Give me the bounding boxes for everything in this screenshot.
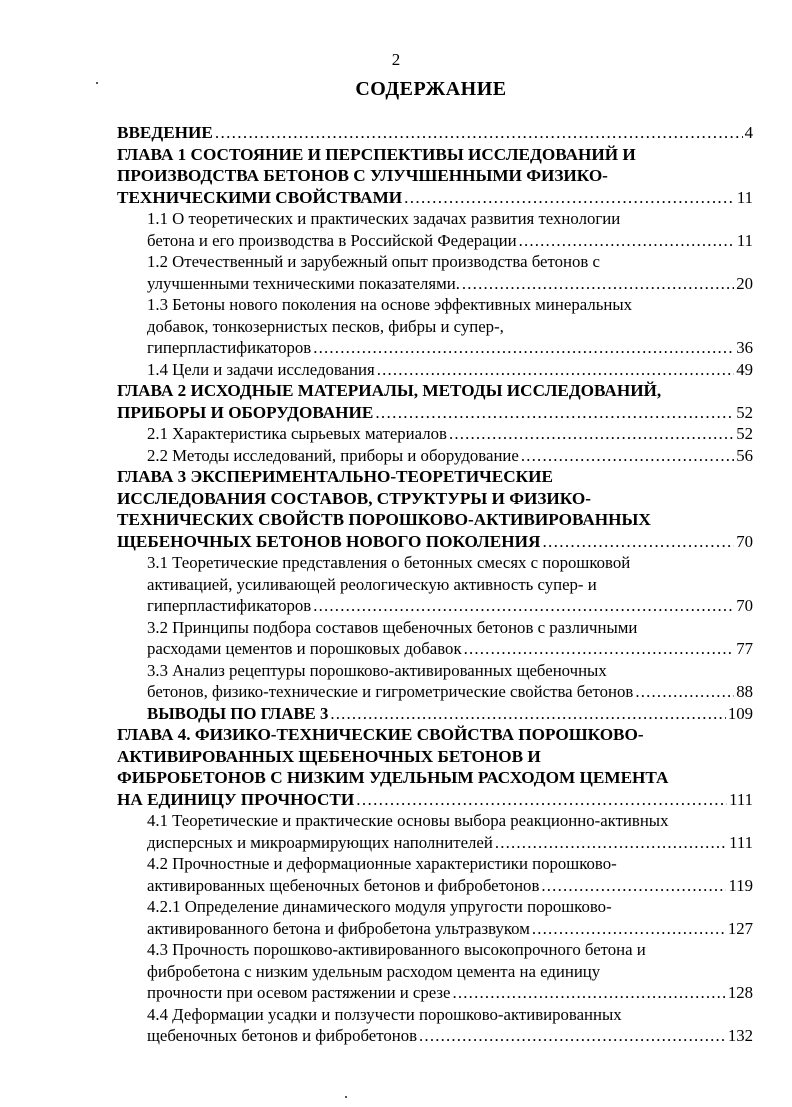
toc-entry-text: прочности при осевом растяжении и срезе <box>147 983 451 1002</box>
toc-entry-last-line <box>147 982 753 1004</box>
dot-leader <box>519 230 735 252</box>
toc-entry-text: фибробетона с низким удельным расходом цемента на единицу <box>147 961 601 981</box>
toc-page-number: 111 <box>729 832 753 852</box>
toc-entry <box>117 724 753 810</box>
toc-entry-last-line <box>147 445 753 467</box>
table-of-contents <box>117 122 753 1047</box>
toc-entry-text: ВЫВОДЫ ПО ГЛАВЕ 3 <box>147 703 329 723</box>
toc-entry-text: активированных щебеночных бетонов и фибробетонов <box>147 875 540 895</box>
dot-leader <box>453 982 726 1004</box>
toc-entry-last-line <box>117 122 753 144</box>
toc-entry-text: активацией, усиливающей реологическую активность супер- и <box>147 574 597 594</box>
dot-leader <box>532 918 726 940</box>
toc-page-number: 70 <box>736 531 753 551</box>
toc-entry <box>117 660 753 703</box>
toc-page-number: 11 <box>736 187 753 207</box>
toc-entry-text: улучшенными техническими показателями. <box>147 273 460 293</box>
toc-page-number: 127 <box>727 918 753 938</box>
toc-entry <box>117 445 753 467</box>
dot-leader <box>330 703 725 725</box>
toc-entry <box>117 1004 753 1047</box>
dot-leader <box>449 423 734 445</box>
toc-entry-text: ИССЛЕДОВАНИЯ СОСТАВОВ, СТРУКТУРЫ И ФИЗИКО- <box>117 488 591 508</box>
toc-page-number: 109 <box>727 703 753 723</box>
toc-entry-last-line <box>147 638 753 660</box>
dot-leader <box>313 337 734 359</box>
toc-entry <box>117 853 753 896</box>
dot-leader <box>495 832 727 854</box>
toc-page-number: 70 <box>736 596 753 615</box>
dot-leader <box>541 875 726 897</box>
toc-entry-last-line <box>147 832 753 854</box>
toc-entry-text: активированного бетона и фибробетона ультразвуком <box>147 918 530 938</box>
toc-entry <box>117 466 753 552</box>
toc-page-number: 77 <box>736 639 753 658</box>
dot-leader <box>635 681 734 703</box>
toc-entry-text: гиперпластификаторов <box>147 596 312 615</box>
toc-entry <box>117 617 753 660</box>
toc-entry-text: ТЕХНИЧЕСКИМИ СВОЙСТВАМИ <box>117 187 403 207</box>
toc-entry-text: 4.2.1 Определение динамического модуля упругости порошково- <box>147 897 612 916</box>
toc-entry-text: гиперпластификаторов <box>147 338 312 357</box>
dot-leader <box>215 122 743 144</box>
toc-page-number: 20 <box>736 273 753 293</box>
toc-entry-text: ТЕХНИЧЕСКИХ СВОЙСТВ ПОРОШКОВО-АКТИВИРОВАННЫХ <box>117 510 651 529</box>
toc-entry <box>117 810 753 853</box>
toc-entry-last-line <box>117 187 753 209</box>
toc-entry-last-line <box>147 918 753 940</box>
toc-entry <box>117 122 753 144</box>
toc-page-number: 56 <box>736 445 753 465</box>
toc-entry <box>117 939 753 1004</box>
toc-entry-text: расходами цементов и порошковых добавок <box>147 639 462 658</box>
toc-entry-text: ПРИБОРЫ И ОБОРУДОВАНИЕ <box>117 402 374 422</box>
dot-leader <box>375 402 734 424</box>
dot-leader <box>521 445 734 467</box>
page-number: 2 <box>391 50 401 69</box>
toc-entry-last-line <box>147 423 753 445</box>
toc-entry-text: ПРОИЗВОДСТВА БЕТОНОВ С УЛУЧШЕННЫМИ ФИЗИКО- <box>117 166 608 185</box>
dot-leader <box>356 789 727 811</box>
toc-entry <box>117 294 753 359</box>
toc-entry-text: 2.2 Методы исследований, приборы и оборудование <box>147 445 519 465</box>
toc-entry-last-line <box>147 875 753 897</box>
toc-entry <box>117 359 753 381</box>
toc-page-number: 119 <box>728 875 753 895</box>
toc-entry-text: ГЛАВА 3 ЭКСПЕРИМЕНТАЛЬНО-ТЕОРЕТИЧЕСКИЕ <box>117 467 553 486</box>
dot-leader <box>542 531 734 553</box>
toc-entry-text: 1.3 Бетоны нового поколения на основе эффективных минеральных <box>147 295 632 314</box>
toc-page-number: 4 <box>744 123 753 142</box>
dot-leader <box>377 359 735 381</box>
toc-entry <box>117 423 753 445</box>
toc-page-number: 11 <box>736 230 753 250</box>
toc-entry-text: ВВЕДЕНИЕ <box>117 123 213 142</box>
toc-entry-text: ГЛАВА 2 ИСХОДНЫЕ МАТЕРИАЛЫ, МЕТОДЫ ИССЛЕДОВАНИЙ, <box>117 381 662 400</box>
toc-entry-text: 3.3 Анализ рецептуры порошково-активированных щебеночных <box>147 660 607 680</box>
toc-page-number: 128 <box>727 983 753 1002</box>
toc-entry-last-line <box>117 789 753 811</box>
toc-entry-text: 3.1 Теоретические представления о бетонных смесях с порошковой <box>147 553 631 572</box>
toc-entry-last-line <box>117 531 753 553</box>
toc-entry-text: дисперсных и микроармирующих наполнителей <box>147 832 493 852</box>
toc-page-number: 52 <box>736 402 753 422</box>
toc-entry-last-line <box>147 273 753 295</box>
scan-speck <box>345 1096 347 1098</box>
toc-entry-text: ЩЕБЕНОЧНЫХ БЕТОНОВ НОВОГО ПОКОЛЕНИЯ <box>117 531 541 551</box>
toc-entry <box>117 380 753 423</box>
toc-entry-last-line <box>147 595 753 617</box>
toc-entry <box>117 251 753 294</box>
scan-speck <box>96 82 98 84</box>
toc-entry-last-line <box>147 1025 753 1047</box>
toc-entry-last-line <box>147 703 753 725</box>
toc-entry-last-line <box>147 681 753 703</box>
dot-leader <box>462 273 734 295</box>
toc-entry-text: щебеночных бетонов и фибробетонов <box>147 1026 418 1045</box>
toc-entry <box>117 144 753 209</box>
toc-entry-text: 1.1 О теоретических и практических задачах развития технологии <box>147 209 621 228</box>
toc-entry-last-line <box>147 359 753 381</box>
toc-entry-last-line <box>147 230 753 252</box>
toc-entry-last-line <box>147 337 753 359</box>
toc-entry-text: добавок, тонкозернистых песков, фибры и супер-, <box>147 316 504 336</box>
toc-entry-text: НА ЕДИНИЦУ ПРОЧНОСТИ <box>117 789 355 809</box>
toc-entry-text: 4.1 Теоретические и практические основы выбора реакционно-активных <box>147 811 669 830</box>
toc-entry <box>117 552 753 617</box>
toc-entry-text: 3.2 Принципы подбора составов щебеночных бетонов с различными <box>147 617 638 637</box>
toc-page-number: 88 <box>736 682 753 701</box>
toc-entry <box>117 896 753 939</box>
toc-entry-text: бетонов, физико-технические и гигрометрические свойства бетонов <box>147 682 634 701</box>
toc-entry <box>117 208 753 251</box>
toc-entry-text: 1.2 Отечественный и зарубежный опыт производства бетонов с <box>147 252 600 271</box>
toc-entry-text: бетона и его производства в Российской Федерации <box>147 230 517 250</box>
toc-entry-text: АКТИВИРОВАННЫХ ЩЕБЕНОЧНЫХ БЕТОНОВ И <box>117 746 541 766</box>
toc-entry-text: 1.4 Цели и задачи исследования <box>147 359 375 379</box>
toc-page-number: 36 <box>736 338 753 357</box>
dot-leader <box>464 638 735 660</box>
toc-page-number: 132 <box>727 1026 753 1045</box>
toc-entry-text: ГЛАВА 1 СОСТОЯНИЕ И ПЕРСПЕКТИВЫ ИССЛЕДОВАНИЙ И <box>117 144 636 164</box>
dot-leader <box>404 187 735 209</box>
toc-entry-text: 4.4 Деформации усадки и ползучести порошково-активированных <box>147 1004 622 1024</box>
dot-leader <box>313 595 734 617</box>
toc-entry-text: 2.1 Характеристика сырьевых материалов <box>147 424 447 443</box>
toc-entry-text: ГЛАВА 4. ФИЗИКО-ТЕХНИЧЕСКИЕ СВОЙСТВА ПОРОШКОВО- <box>117 725 644 744</box>
toc-page-number: 111 <box>729 789 753 809</box>
toc-entry-last-line <box>117 402 753 424</box>
toc-entry-text: ФИБРОБЕТОНОВ С НИЗКИМ УДЕЛЬНЫМ РАСХОДОМ ЦЕМЕНТА <box>117 768 669 787</box>
toc-page-number: 49 <box>736 359 753 379</box>
toc-entry-text: 4.3 Прочность порошково-активированного высокопрочного бетона и <box>147 940 646 959</box>
toc-page-number: 52 <box>736 424 753 443</box>
toc-entry-text: 4.2 Прочностные и деформационные характеристики порошково- <box>147 854 617 873</box>
toc-entry <box>117 703 753 725</box>
dot-leader <box>419 1025 726 1047</box>
toc-title: СОДЕРЖАНИЕ <box>355 78 507 100</box>
